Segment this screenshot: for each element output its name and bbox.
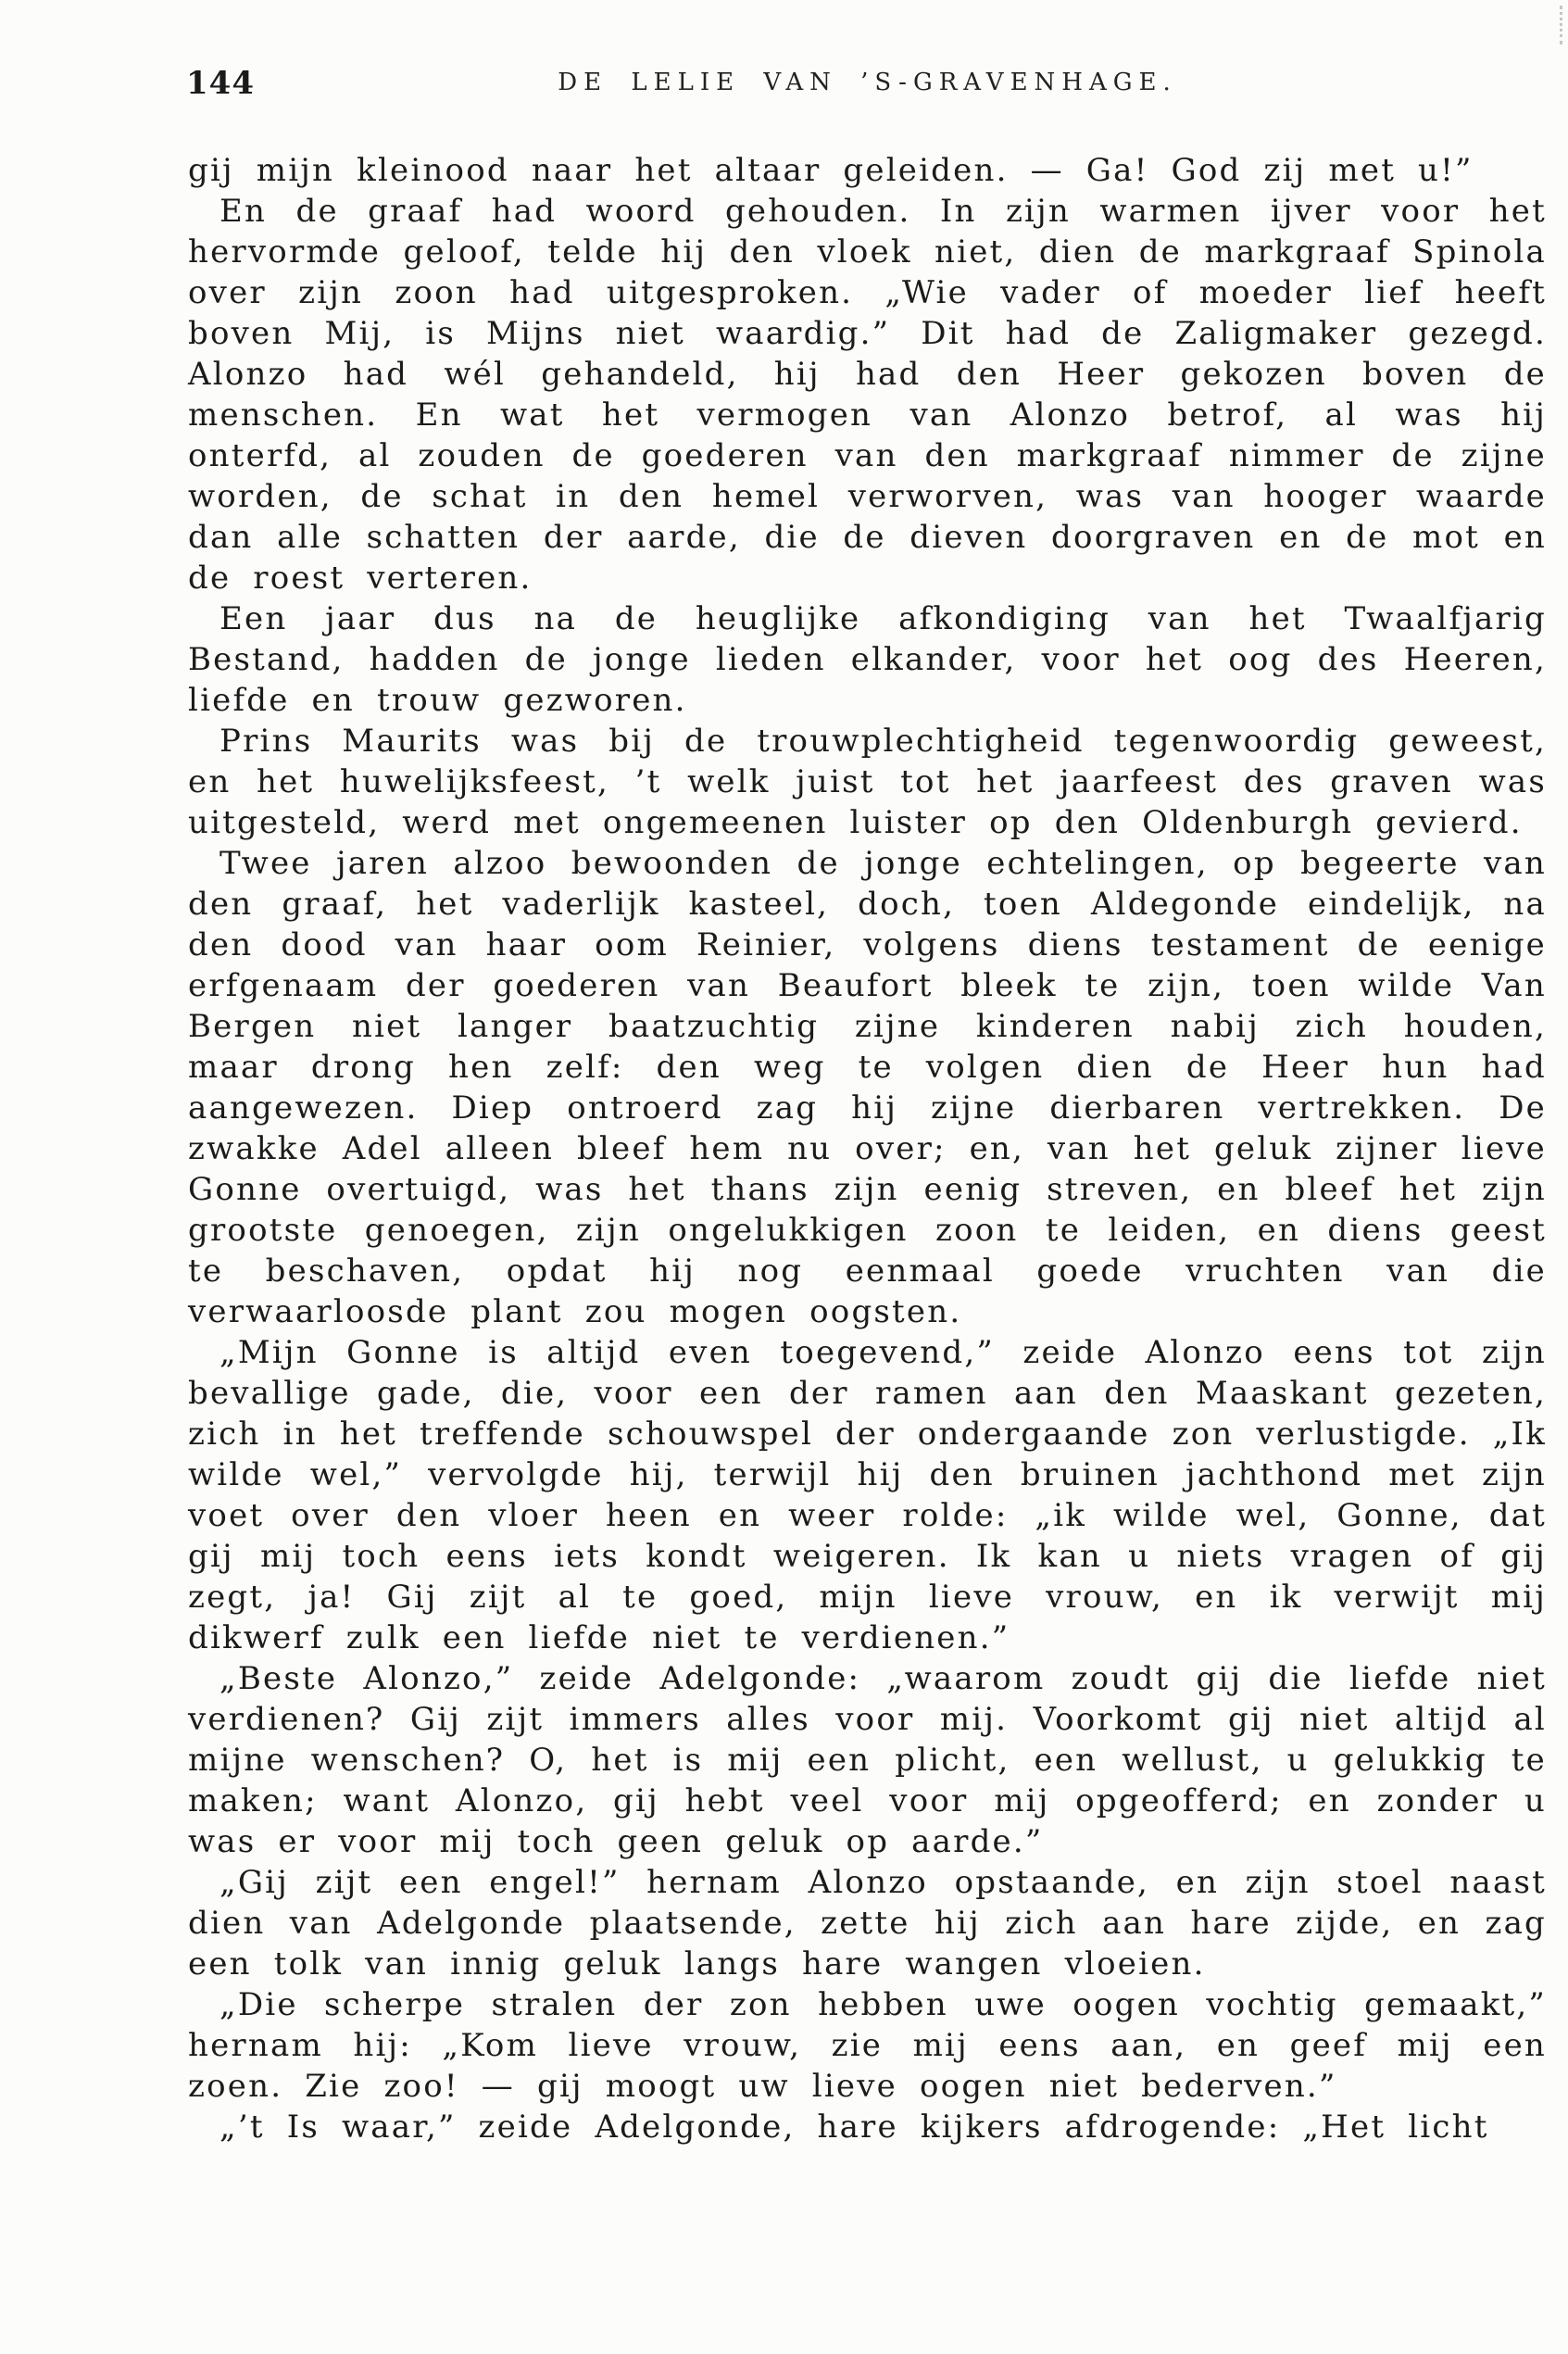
paragraph: „Mijn Gonne is altijd even toegevend,” zeide Alonzo eens tot zijn bevallige gade, die, voor een der ramen aan den Maaskant gezeten, zich in het treffende schouwspel der ondergaande zon verlustigde. „Ik wilde wel,” vervolgde hij, terwijl hij den bruinen jachthond met zijn voet over den vloer heen en weer rolde: „ik wilde wel, Gonne, dat gij mij toch eens iets kondt weigeren. Ik kan u niets vragen of gij zegt, ja! Gij zijt al te goed, mijn lieve vrouw, en ik verwijt mij dikwerf zulk een liefde niet te verdienen.” [188,1334,1547,1656]
page-number: 144 [186,65,255,102]
paragraph: „Die scherpe stralen der zon hebben uwe oogen vochtig gemaakt,” hernam hij: „Kom lieve vrouw, zie mij eens aan, en geef mij een zoen. Zie zoo! — gij moogt uw lieve oogen niet bederven.” [188,1986,1547,2105]
body-text [188,150,1547,2147]
paragraph: En de graaf had woord gehouden. In zijn warmen ijver voor het hervormde geloof, telde hij den vloek niet, dien de markgraaf Spinola over zijn zoon had uitgesproken. „Wie vader of moeder lief heeft boven Mij, is Mijns niet waardig.” Dit had de Zaligmaker gezegd. Alonzo had wél gehandeld, hij had den Heer gekozen boven de menschen. En wat het vermogen van Alonzo betrof, al was hij onterfd, al zouden de goederen van den markgraaf nimmer de zijne worden, de schat in den hemel verworven, was van hooger waarde dan alle schatten der aarde, die de dieven doorgraven en de mot en de roest verteren. [188,193,1547,597]
page-header [188,65,1547,104]
paragraph: Prins Maurits was bij de trouwplechtigheid tegenwoordig geweest, en het huwelijksfeest, ’t welk juist tot het jaarfeest des graven was uitgesteld, werd met ongemeenen luister op den Oldenburgh gevierd. [188,723,1547,841]
page-content [188,65,1547,2147]
scan-artifact [1560,6,1562,44]
paragraph: Twee jaren alzoo bewoonden de jonge echtelingen, op begeerte van den graaf, het vaderlijk kasteel, doch, toen Aldegonde eindelijk, na den dood van haar oom Reinier, volgens diens testament de eenige erfgenaam der goederen van Beaufort bleek te zijn, toen wilde Van Bergen niet langer baatzuchtig zijne kinderen nabij zich houden, maar drong hen zelf: den weg te volgen dien de Heer hun had aangewezen. Diep ontroerd zag hij zijne dierbaren vertrekken. De zwakke Adel alleen bleef hem nu over; en, van het geluk zijner lieve Gonne overtuigd, was het thans zijn eenig streven, en bleef het zijn grootste genoegen, zijn ongelukkigen zoon te leiden, en diens geest te beschaven, opdat hij nog eenmaal goede vruchten van die verwaarloosde plant zou mogen oogsten. [188,845,1547,1330]
paragraph: „Gij zijt een engel!” hernam Alonzo opstaande, en zijn stoel naast dien van Adelgonde plaatsende, zette hij zich aan hare zijde, en zag een tolk van innig geluk langs hare wangen vloeien. [188,1864,1547,1983]
paragraph: „Beste Alonzo,” zeide Adelgonde: „waarom zoudt gij die liefde niet verdienen? Gij zijt immers alles voor mij. Voorkomt gij niet altijd al mijne wenschen? O, het is mij een plicht, een wellust, u gelukkig te maken; want Alonzo, gij hebt veel voor mij opgeofferd; en zonder u was er voor mij toch geen geluk op aarde.” [188,1660,1547,1860]
paragraph: „’t Is waar,” zeide Adelgonde, hare kijkers afdrogende: „Het licht [220,2109,1489,2146]
running-title: DE LELIE VAN ’S-GRAVENHAGE. [558,69,1177,96]
paragraph-continuation: gij mijn kleinood naar het altaar geleiden. — Ga! God zij met u!” [188,152,1474,189]
paragraph: Een jaar dus na de heuglijke afkondiging van het Twaalfjarig Bestand, hadden de jonge lieden elkander, voor het oog des Heeren, liefde en trouw gezworen. [188,600,1547,719]
